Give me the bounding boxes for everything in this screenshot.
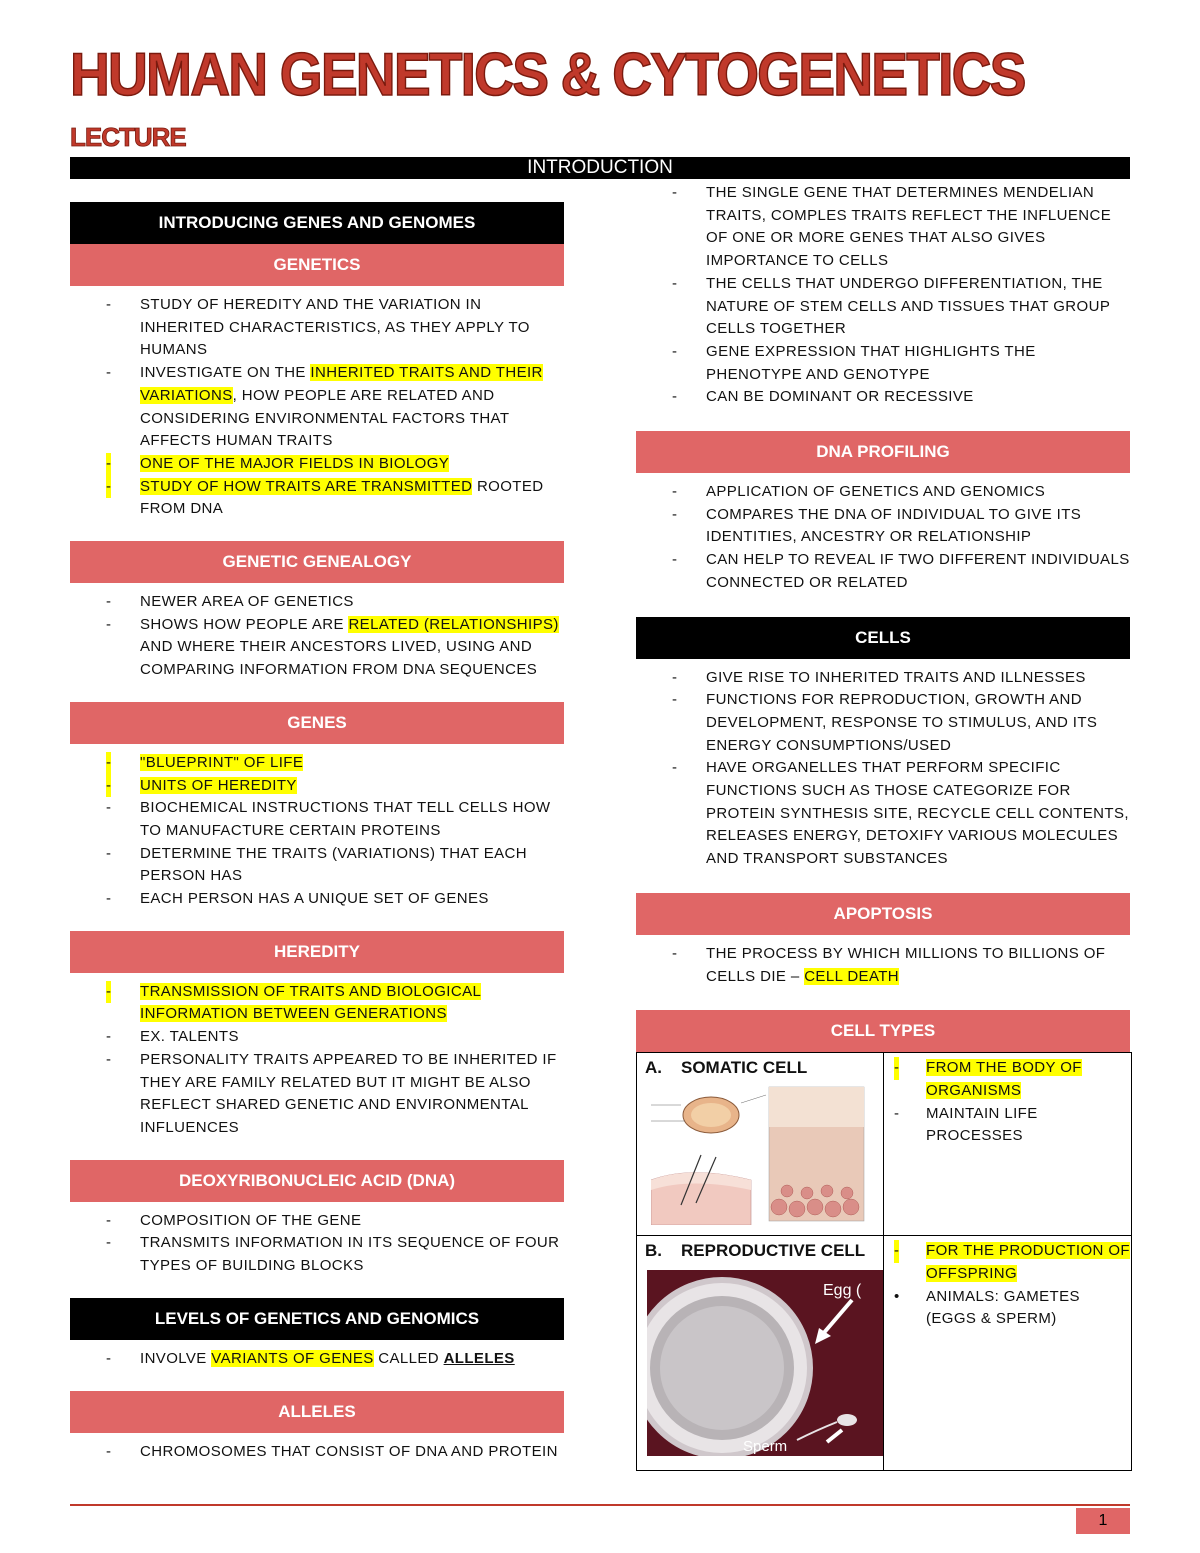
- egg-label: Egg (: [823, 1282, 862, 1300]
- section-header-genetics: GENETICS: [70, 244, 564, 286]
- list-item: - COMPARES THE DNA OF INDIVIDUAL TO GIVE ITS IDENTITIES, ANCESTRY OR RELATIONSHIP: [672, 505, 1082, 546]
- apoptosis-list: [636, 943, 1130, 988]
- list-item: - CAN HELP TO REVEAL IF TWO DIFFERENT INDIVIDUALS CONNECTED OR RELATED: [672, 551, 1130, 591]
- list-item: - EX. TALENTS: [106, 1028, 239, 1046]
- left-column: [70, 202, 564, 1463]
- list-item: - THE SINGLE GENE THAT DETERMINES MENDELIAN TRAITS, COMPLES TRAITS REFLECT THE INFLUENCE OF ONE OR MORE GENES THAT ALSO GIVES IMPORTANCE TO CELLS: [672, 184, 1112, 270]
- list-item: - GIVE RISE TO INHERITED TRAITS AND ILLNESSES: [672, 668, 1086, 686]
- heredity-list: [70, 981, 564, 1140]
- list-item: - TRANSMITS INFORMATION IN ITS SEQUENCE OF FOUR TYPES OF BUILDING BLOCKS: [106, 1234, 560, 1275]
- section-header-apoptosis: APOPTOSIS: [636, 893, 1130, 935]
- list-item: - FOR THE PRODUCTION OF OFFSPRING: [894, 1242, 1130, 1282]
- section-header-heredity: HEREDITY: [70, 931, 564, 973]
- list-item: - APPLICATION OF GENETICS AND GENOMICS: [672, 483, 1046, 501]
- genealogy-list: [70, 591, 564, 682]
- list-item: - NEWER AREA OF GENETICS: [106, 593, 354, 611]
- table-row: [637, 1235, 1131, 1470]
- list-item: - SHOWS HOW PEOPLE ARE RELATED (RELATIONSHIPS) AND WHERE THEIR ANCESTORS LIVED, USING AND COMPARING INFORMATION FROM DNA SEQUENCES: [106, 615, 559, 679]
- list-item: - "BLUEPRINT" OF LIFE: [70, 752, 564, 775]
- list-item: - STUDY OF HEREDITY AND THE VARIATION IN INHERITED CHARACTERISTICS, AS THEY APPLY TO HUMANS: [106, 296, 530, 359]
- list-item: - THE PROCESS BY WHICH MILLIONS TO BILLIONS OF CELLS DIE – CELL DEATH: [672, 944, 1106, 985]
- reproductive-cell-label: B. REPRODUCTIVE CELL: [645, 1241, 866, 1261]
- list-item: - ONE OF THE MAJOR FIELDS IN BIOLOGY: [70, 453, 564, 476]
- section-header-introducing: INTRODUCING GENES AND GENOMES: [70, 202, 564, 244]
- section-header-dna: DEOXYRIBONUCLEIC ACID (DNA): [70, 1160, 564, 1202]
- footer-divider: [70, 1504, 1130, 1506]
- list-item: - THE CELLS THAT UNDERGO DIFFERENTIATION, THE NATURE OF STEM CELLS AND TISSUES THAT GROUP CELLS TOGETHER: [672, 274, 1110, 338]
- list-item: - EACH PERSON HAS A UNIQUE SET OF GENES: [106, 890, 489, 908]
- list-item: - DETERMINE THE TRAITS (VARIATIONS) THAT EACH PERSON HAS: [106, 844, 527, 885]
- introduction-bar: INTRODUCTION: [70, 157, 1130, 179]
- list-item: - HAVE ORGANELLES THAT PERFORM SPECIFIC FUNCTIONS SUCH AS THOSE CATEGORIZE FOR PROTEIN SYNTHESIS SITE, RECYCLE CELL CONTENTS, RELEASES ENERGY, DETOXIFY VARIOUS MOLECULES AND TRANSPORT SUBSTANCES: [672, 759, 1129, 868]
- section-header-genes: GENES: [70, 702, 564, 744]
- somatic-cell-cell: [637, 1053, 884, 1235]
- list-item: - FUNCTIONS FOR REPRODUCTION, GROWTH AND DEVELOPMENT, RESPONSE TO STIMULUS, AND ITS ENERGY CONSUMPTIONS/USED: [672, 691, 1098, 754]
- reproductive-cell-image: [647, 1270, 883, 1456]
- list-item: - COMPOSITION OF THE GENE: [106, 1211, 362, 1229]
- list-item: - UNITS OF HEREDITY: [70, 775, 564, 798]
- reproductive-cell-description: [884, 1236, 1131, 1470]
- somatic-list: [884, 1057, 1131, 1148]
- section-header-genetic-genealogy: GENETIC GENEALOGY: [70, 541, 564, 583]
- reproductive-list: [884, 1240, 1131, 1331]
- genes-list: [70, 752, 564, 911]
- list-item: - MAINTAIN LIFE PROCESSES: [894, 1104, 1038, 1145]
- list-item: - BIOCHEMICAL INSTRUCTIONS THAT TELL CELLS HOW TO MANUFACTURE CERTAIN PROTEINS: [106, 799, 551, 839]
- cell-types-table: [636, 1052, 1132, 1471]
- dna-list: [70, 1210, 564, 1278]
- list-item: - INVOLVE VARIANTS OF GENES CALLED ALLELES: [106, 1349, 515, 1367]
- section-header-dna-profiling: DNA PROFILING: [636, 431, 1130, 473]
- section-header-levels: LEVELS OF GENETICS AND GENOMICS: [70, 1298, 564, 1340]
- levels-list: [70, 1348, 564, 1371]
- reproductive-cell-cell: [637, 1236, 884, 1470]
- page-number: 1: [1076, 1508, 1130, 1534]
- list-item: - STUDY OF HOW TRAITS ARE TRANSMITTED ROOTED FROM DNA: [106, 477, 544, 518]
- list-item: - FROM THE BODY OF ORGANISMS: [894, 1059, 1082, 1099]
- section-header-alleles: ALLELES: [70, 1391, 564, 1433]
- list-item: - CHROMOSOMES THAT CONSIST OF DNA AND PROTEIN: [106, 1442, 558, 1460]
- document-title: HUMAN GENETICS & CYTOGENETICS: [70, 41, 1025, 108]
- cells-list: [636, 667, 1130, 871]
- right-column: [636, 182, 1130, 1471]
- list-item: - PERSONALITY TRAITS APPEARED TO BE INHERITED IF THEY ARE FAMILY RELATED BUT IT MIGHT BE ALSO REFLECT SHARED GENETIC AND ENVIRONMENTAL INFLUENCES: [106, 1050, 557, 1136]
- table-row: [637, 1052, 1131, 1235]
- sperm-label: Sperm: [743, 1438, 788, 1456]
- section-header-cell-types: CELL TYPES: [636, 1010, 1130, 1052]
- list-item: - INVESTIGATE ON THE INHERITED TRAITS AND THEIR VARIATIONS, HOW PEOPLE ARE RELATED AND CONSIDERING ENVIRONMENTAL FACTORS THAT AFFECTS HUMAN TRAITS: [106, 364, 543, 450]
- document-subtitle: LECTURE: [70, 122, 186, 152]
- list-item: - TRANSMISSION OF TRAITS AND BIOLOGICAL INFORMATION BETWEEN GENERATIONS: [106, 982, 482, 1023]
- section-header-cells: CELLS: [636, 617, 1130, 659]
- list-item: - GENE EXPRESSION THAT HIGHLIGHTS THE PHENOTYPE AND GENOTYPE: [672, 342, 1036, 383]
- somatic-cell-description: [884, 1053, 1131, 1235]
- profiling-list: [636, 481, 1130, 595]
- alleles-list: [70, 1441, 564, 1464]
- somatic-cell-label: A. SOMATIC CELL: [645, 1058, 808, 1078]
- list-item: - CAN BE DOMINANT OR RECESSIVE: [672, 388, 974, 406]
- list-item: • ANIMALS: GAMETES (EGGS & SPERM): [894, 1287, 1080, 1328]
- somatic-cell-image: [651, 1085, 871, 1225]
- genetics-list: [70, 294, 564, 521]
- top-list: [636, 182, 1130, 409]
